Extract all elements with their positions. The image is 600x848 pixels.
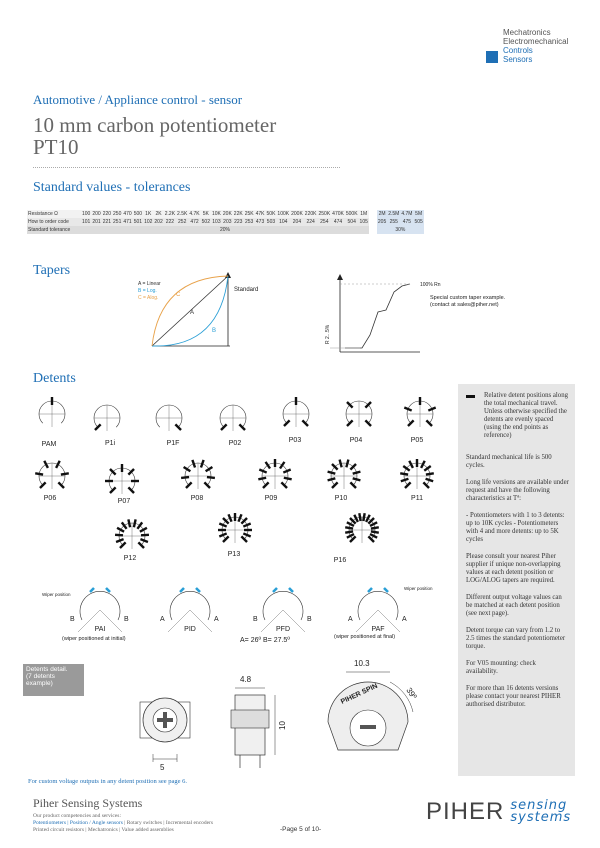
detent-label: P13 bbox=[227, 551, 241, 558]
wiper-letter: A bbox=[348, 616, 353, 623]
spin-slot bbox=[360, 725, 376, 729]
value-cell: 502 bbox=[201, 219, 210, 225]
detent-marker-icon bbox=[466, 395, 475, 398]
value-cell: 224 bbox=[304, 218, 318, 226]
detent-mark bbox=[137, 522, 142, 528]
detent-mark bbox=[370, 522, 377, 526]
title-line-2: PT10 bbox=[33, 135, 79, 159]
detent-label: P02 bbox=[228, 440, 242, 447]
detent-label: P10 bbox=[334, 495, 348, 502]
detail-line-2: (7 detents bbox=[26, 673, 55, 680]
detent-mark bbox=[128, 519, 130, 527]
note-life: Standard mechanical life is 500 cycles. bbox=[466, 454, 552, 469]
wiper-mark-blue bbox=[196, 588, 200, 592]
detent-mark bbox=[192, 460, 195, 468]
detent-label: PID bbox=[184, 626, 196, 633]
division-mechatronics: Mechatronics bbox=[503, 28, 551, 37]
company-divisions bbox=[503, 28, 568, 64]
wiper-letter: A bbox=[402, 616, 407, 623]
detail-line-1: Detents detail. bbox=[26, 666, 68, 673]
note-more16: For more than 16 detents versions please contact your nearest PIHER authorised distributor. bbox=[466, 685, 561, 708]
detent-symbol bbox=[220, 405, 246, 431]
detent-mark bbox=[116, 539, 123, 542]
value-cell: 201 bbox=[92, 219, 101, 225]
detent-mark bbox=[401, 479, 409, 481]
detent-mark bbox=[280, 462, 284, 469]
detent-mark bbox=[181, 477, 189, 478]
detent-symbol bbox=[39, 397, 65, 427]
division-sensors: Sensors bbox=[503, 55, 533, 64]
detent-symbol bbox=[400, 459, 434, 489]
detent-symbol bbox=[218, 513, 252, 543]
value-cell: 253 bbox=[244, 219, 254, 225]
detent-mark bbox=[353, 478, 361, 480]
footer-line-2-blue: Potentiometers | Position / Angle sensors bbox=[33, 820, 123, 826]
division-marker-square bbox=[486, 51, 498, 63]
detent-mark bbox=[207, 477, 215, 478]
value-cell: 473 bbox=[255, 219, 265, 225]
curve-letter-b: B bbox=[212, 328, 217, 334]
detent-label: P03 bbox=[288, 437, 302, 444]
division-controls: Controls bbox=[503, 46, 533, 55]
detent-label: P09 bbox=[264, 495, 278, 502]
legend-log: B = Log. bbox=[138, 288, 157, 294]
tolerance-main: 20% bbox=[81, 226, 369, 234]
detent-symbol bbox=[181, 460, 215, 489]
value-cell: 501 bbox=[133, 219, 143, 225]
wiper-position-left: Wiper position bbox=[42, 592, 71, 597]
value-cell: 2.2K bbox=[164, 211, 176, 217]
page-title bbox=[33, 114, 276, 158]
detents-notes-panel bbox=[458, 384, 575, 776]
dim-4-8: 4.8 bbox=[240, 675, 252, 684]
detent-mark bbox=[340, 460, 342, 468]
value-cell: 252 bbox=[178, 219, 187, 225]
standard-label: Standard bbox=[234, 287, 259, 293]
detent-label: P11 bbox=[411, 495, 423, 502]
rn-label: 100% Rn bbox=[420, 282, 441, 288]
value-cell: 2K bbox=[153, 210, 163, 218]
detent-mark bbox=[122, 522, 127, 528]
detents-diagram bbox=[20, 390, 455, 580]
tolerance-alt: 30% bbox=[377, 226, 424, 234]
value-cell: 470 bbox=[123, 211, 132, 217]
brand-name: Piher Sensing Systems bbox=[33, 796, 143, 810]
value-cell: 474 bbox=[331, 218, 345, 226]
note-longlife: Long life versions are available under request and have the following characteristics at Tª: bbox=[466, 479, 569, 502]
value-cell: 10K bbox=[211, 211, 221, 217]
value-cell-alt: 255 bbox=[387, 218, 400, 226]
legend-alog: C = Alog. bbox=[138, 295, 159, 301]
value-cell-alt: 205 bbox=[377, 219, 387, 225]
page-subtitle: Automotive / Appliance control - sensor bbox=[33, 92, 243, 107]
wiper-letter: B bbox=[307, 616, 312, 623]
value-cell: 222 bbox=[165, 219, 175, 225]
detail-line-3: example) bbox=[26, 680, 53, 687]
dim-10: 10 bbox=[278, 721, 287, 730]
wiper-detents-diagram bbox=[20, 580, 455, 650]
detent-label: PAI bbox=[94, 626, 106, 633]
value-cell: 2.5K bbox=[177, 211, 188, 217]
detent-symbol bbox=[115, 519, 149, 549]
detent-mark bbox=[238, 514, 241, 521]
value-cell: 220K bbox=[304, 211, 317, 217]
detent-mark bbox=[359, 513, 360, 521]
page-number: -Page 5 of 10- bbox=[280, 826, 322, 833]
detent-mark bbox=[243, 523, 250, 526]
gap-cell bbox=[369, 218, 377, 226]
note-cycles: - Potentiometers with 1 to 3 detents: up to 10K cycles - Potentiometers with 4 and more detents: up to 5K cycles bbox=[466, 512, 565, 543]
value-cell: 254 bbox=[317, 218, 331, 226]
footer-lines bbox=[33, 813, 213, 834]
detent-symbol bbox=[94, 405, 120, 431]
wiper-mark-blue bbox=[368, 588, 372, 592]
side-view-rotor bbox=[231, 710, 269, 728]
title-divider bbox=[33, 167, 340, 168]
value-cell: 250K bbox=[318, 211, 331, 217]
tolerance-row bbox=[27, 226, 424, 234]
detent-mark bbox=[428, 407, 435, 410]
custom-taper-curve bbox=[345, 284, 410, 348]
detent-label: P07 bbox=[117, 498, 131, 505]
wiper-mark-blue bbox=[289, 588, 293, 592]
custom-y-arrow bbox=[337, 274, 343, 280]
value-cell: 471 bbox=[123, 219, 132, 225]
detent-symbol bbox=[283, 397, 309, 427]
detent-label: P05 bbox=[410, 437, 424, 444]
detent-mark bbox=[283, 469, 290, 472]
value-cell: 203 bbox=[223, 219, 232, 225]
wiper-note-initial: (wiper positioned at initial) bbox=[62, 636, 126, 642]
order-code-row bbox=[27, 218, 424, 226]
value-cell: 503 bbox=[266, 219, 276, 225]
value-cell: 104 bbox=[276, 218, 290, 226]
value-cell-alt: 2M bbox=[378, 211, 386, 217]
value-cell: 500K bbox=[345, 211, 358, 217]
piher-logo bbox=[426, 798, 571, 826]
side-view bbox=[231, 688, 275, 768]
wiper-letter: A bbox=[160, 616, 165, 623]
value-cell: 1K bbox=[143, 210, 153, 218]
value-cell: 105 bbox=[359, 219, 368, 225]
note-torque: Detent torque can vary from 1.2 to 2.5 times the standard potentiometer torque. bbox=[466, 627, 566, 650]
tapers-heading: Tapers bbox=[33, 263, 71, 278]
custom-contact: (contact at sales@piher.net) bbox=[430, 302, 499, 308]
wiper-letter: B bbox=[70, 616, 75, 623]
value-cell: 200K bbox=[291, 211, 303, 217]
wiper-arc bbox=[358, 591, 398, 620]
detent-mark bbox=[219, 523, 226, 526]
detent-mark bbox=[366, 515, 370, 522]
wiper-letter: B bbox=[253, 616, 258, 623]
title-line-1: 10 mm carbon potentiometer bbox=[33, 113, 277, 137]
detent-symbol bbox=[404, 397, 435, 427]
detent-symbol bbox=[35, 461, 69, 489]
detent-mark bbox=[35, 473, 43, 474]
value-cell: 221 bbox=[102, 219, 112, 225]
row-label: Standard tolerance bbox=[27, 226, 81, 234]
value-cell: 470K bbox=[332, 211, 344, 217]
value-cell: 1M bbox=[360, 211, 368, 217]
value-cell: 200 bbox=[92, 211, 101, 217]
detent-mark bbox=[201, 460, 204, 468]
detent-mark bbox=[354, 515, 358, 522]
value-cell: 20K bbox=[222, 211, 232, 217]
value-cell: 50K bbox=[266, 211, 276, 217]
detent-label: PAM bbox=[41, 441, 57, 448]
value-cell: 102 bbox=[144, 219, 153, 225]
detent-mark bbox=[426, 473, 434, 474]
note-output: Different output voltage values can be matched at each detent position (see next page). bbox=[466, 594, 562, 617]
detent-mark bbox=[421, 461, 425, 468]
value-cell: 47K bbox=[255, 211, 265, 217]
detent-mark bbox=[426, 479, 434, 481]
value-cell-alt: 5M bbox=[415, 211, 423, 217]
note-consult: Please consult your nearest Piher supplier if unique non-overlapping values at each detent position or LOG/ALOG tapers are required. bbox=[466, 553, 561, 584]
value-cell: 101 bbox=[82, 219, 91, 225]
curve-letter-c: C bbox=[176, 292, 181, 298]
detent-mark bbox=[353, 472, 361, 474]
value-cell-alt: 505 bbox=[414, 219, 423, 225]
detent-mark bbox=[400, 473, 408, 474]
detent-mark bbox=[117, 528, 124, 532]
detent-mark bbox=[363, 513, 364, 521]
front-view-slot-2 bbox=[163, 712, 167, 728]
logo-sensing: sensing bbox=[510, 798, 568, 813]
detent-mark bbox=[258, 478, 266, 480]
detent-mark bbox=[184, 467, 191, 471]
detail-drawings bbox=[110, 660, 455, 775]
resistance-row bbox=[27, 210, 424, 218]
value-cell: 4.7K bbox=[189, 211, 200, 217]
wiper-mark-blue bbox=[273, 588, 277, 592]
detent-mark bbox=[346, 460, 348, 468]
wiper-arc bbox=[80, 591, 120, 620]
standard-values-heading: Standard values - tolerances bbox=[33, 180, 191, 195]
detent-symbol bbox=[156, 405, 182, 431]
detent-mark bbox=[371, 527, 379, 528]
detent-label: P08 bbox=[190, 495, 204, 502]
note-v05: For V05 mounting: check availability. bbox=[466, 660, 536, 675]
value-cell-alt: 4.7M bbox=[401, 211, 413, 217]
front-view bbox=[140, 698, 190, 762]
value-cell: 250 bbox=[113, 211, 122, 217]
detent-label: P16 bbox=[333, 557, 347, 564]
detent-label: P12 bbox=[123, 555, 137, 562]
piher-spin-text: PIHER SPIN bbox=[339, 682, 379, 706]
row-label: How to order code bbox=[27, 218, 81, 226]
curve-letter-a: A bbox=[190, 310, 195, 316]
value-cell: 22K bbox=[233, 211, 243, 217]
row-label: Resistance Ω bbox=[27, 210, 81, 218]
tapers-diagram bbox=[130, 270, 506, 360]
value-cell: 202 bbox=[154, 219, 163, 225]
detent-mark bbox=[61, 473, 69, 474]
value-cell: 5K bbox=[201, 210, 211, 218]
wiper-note-final: (wiper positioned at final) bbox=[334, 634, 396, 640]
detent-label: P06 bbox=[43, 495, 57, 502]
legend-linear: A = Linear bbox=[138, 281, 161, 287]
detent-mark bbox=[141, 535, 149, 536]
detent-mark bbox=[409, 461, 413, 468]
detent-mark bbox=[345, 531, 353, 532]
value-cell: 220 bbox=[102, 211, 112, 217]
value-cell-alt: 475 bbox=[400, 218, 413, 226]
detent-mark bbox=[328, 472, 336, 474]
wiper-mark-blue bbox=[90, 588, 94, 592]
wiper-mark-blue bbox=[106, 588, 110, 592]
standard-values-table bbox=[27, 210, 424, 234]
gap-cell bbox=[369, 210, 377, 218]
detent-mark bbox=[259, 469, 266, 472]
footer-line-2-rest: | Rotary switches | Incremental encoders bbox=[122, 820, 214, 826]
detent-mark bbox=[347, 534, 354, 538]
detent-mark bbox=[328, 478, 336, 480]
detent-mark bbox=[44, 461, 48, 468]
footer-line-3: Printed circuit resistors | Mechatronics | Value added assemblies bbox=[33, 827, 174, 833]
detent-symbol bbox=[345, 513, 379, 543]
wiper-mark-blue bbox=[180, 588, 184, 592]
detent-mark bbox=[206, 467, 213, 471]
wiper-arc bbox=[170, 591, 210, 620]
value-cell: 504 bbox=[345, 218, 359, 226]
value-cell: 103 bbox=[212, 219, 221, 225]
detent-mark bbox=[140, 528, 147, 532]
value-cell: 251 bbox=[113, 219, 122, 225]
gap-cell bbox=[369, 226, 377, 234]
dim-5: 5 bbox=[160, 763, 165, 772]
spin-view bbox=[328, 672, 413, 750]
detent-mark bbox=[424, 466, 430, 471]
detent-mark bbox=[345, 527, 353, 528]
detent-label: P1F bbox=[166, 440, 180, 447]
custom-note: Special custom taper example. bbox=[430, 295, 506, 301]
dim-39: 39º bbox=[404, 685, 419, 701]
detent-symbol bbox=[258, 459, 291, 489]
dim-10-3: 10.3 bbox=[354, 659, 370, 668]
value-cell: 25K bbox=[244, 211, 254, 217]
detent-symbol bbox=[328, 460, 361, 489]
detent-mark bbox=[115, 535, 123, 536]
detent-label: P04 bbox=[349, 437, 363, 444]
note-relative: Relative detent positions along the total mechanical travel. Unless otherwise specified the detents are evenly spaced (using the end points as reference) bbox=[484, 392, 569, 439]
custom-voltage-note: For custom voltage outputs in any detent position see page 6. bbox=[28, 778, 188, 785]
detent-mark bbox=[347, 522, 354, 526]
detents-heading: Detents bbox=[33, 371, 76, 386]
detent-mark bbox=[140, 539, 147, 542]
detent-mark bbox=[370, 534, 377, 538]
wiper-arc bbox=[263, 591, 303, 620]
detent-label: PAF bbox=[371, 626, 385, 633]
value-cell: 100K bbox=[277, 211, 290, 217]
division-electromechanical: Electromechanical bbox=[503, 37, 569, 46]
wiper-letter: B bbox=[124, 616, 129, 623]
wiper-mark-blue bbox=[384, 588, 388, 592]
detent-mark bbox=[243, 533, 250, 536]
detent-mark bbox=[403, 466, 409, 471]
wiper-letter: A bbox=[214, 616, 219, 623]
angle-values: A= 26º B= 27.5º bbox=[240, 637, 290, 644]
logo-systems: systems bbox=[510, 810, 572, 825]
logo-sub bbox=[510, 800, 571, 824]
detent-mark bbox=[404, 407, 411, 410]
footer-line-1: Our product competencies and services: bbox=[33, 813, 121, 819]
detent-mark bbox=[266, 462, 270, 469]
value-cell: 100 bbox=[82, 211, 91, 217]
footer-line-2 bbox=[33, 820, 213, 827]
logo-piher: PIHER bbox=[426, 798, 505, 825]
detents-detail-box bbox=[23, 664, 84, 696]
detent-mark bbox=[134, 519, 136, 527]
detent-mark bbox=[219, 533, 226, 536]
value-cell: 204 bbox=[290, 218, 304, 226]
wiper-position-right: Wiper position bbox=[404, 586, 433, 591]
detent-mark bbox=[56, 461, 60, 468]
value-cell: 472 bbox=[190, 219, 199, 225]
detent-mark bbox=[228, 514, 231, 521]
detent-mark bbox=[284, 478, 292, 480]
detent-symbol bbox=[346, 401, 372, 427]
detent-symbol bbox=[105, 464, 139, 494]
r-label: R 2...5% bbox=[325, 324, 331, 344]
standard-values-table-wrap bbox=[27, 210, 424, 234]
detent-label: P1i bbox=[104, 440, 116, 447]
detent-mark bbox=[371, 531, 379, 532]
value-cell: 500 bbox=[133, 211, 143, 217]
value-cell: 223 bbox=[234, 219, 243, 225]
value-cell-alt: 2.5M bbox=[388, 211, 400, 217]
notes-content bbox=[458, 384, 575, 709]
detent-label: PFD bbox=[276, 626, 290, 633]
